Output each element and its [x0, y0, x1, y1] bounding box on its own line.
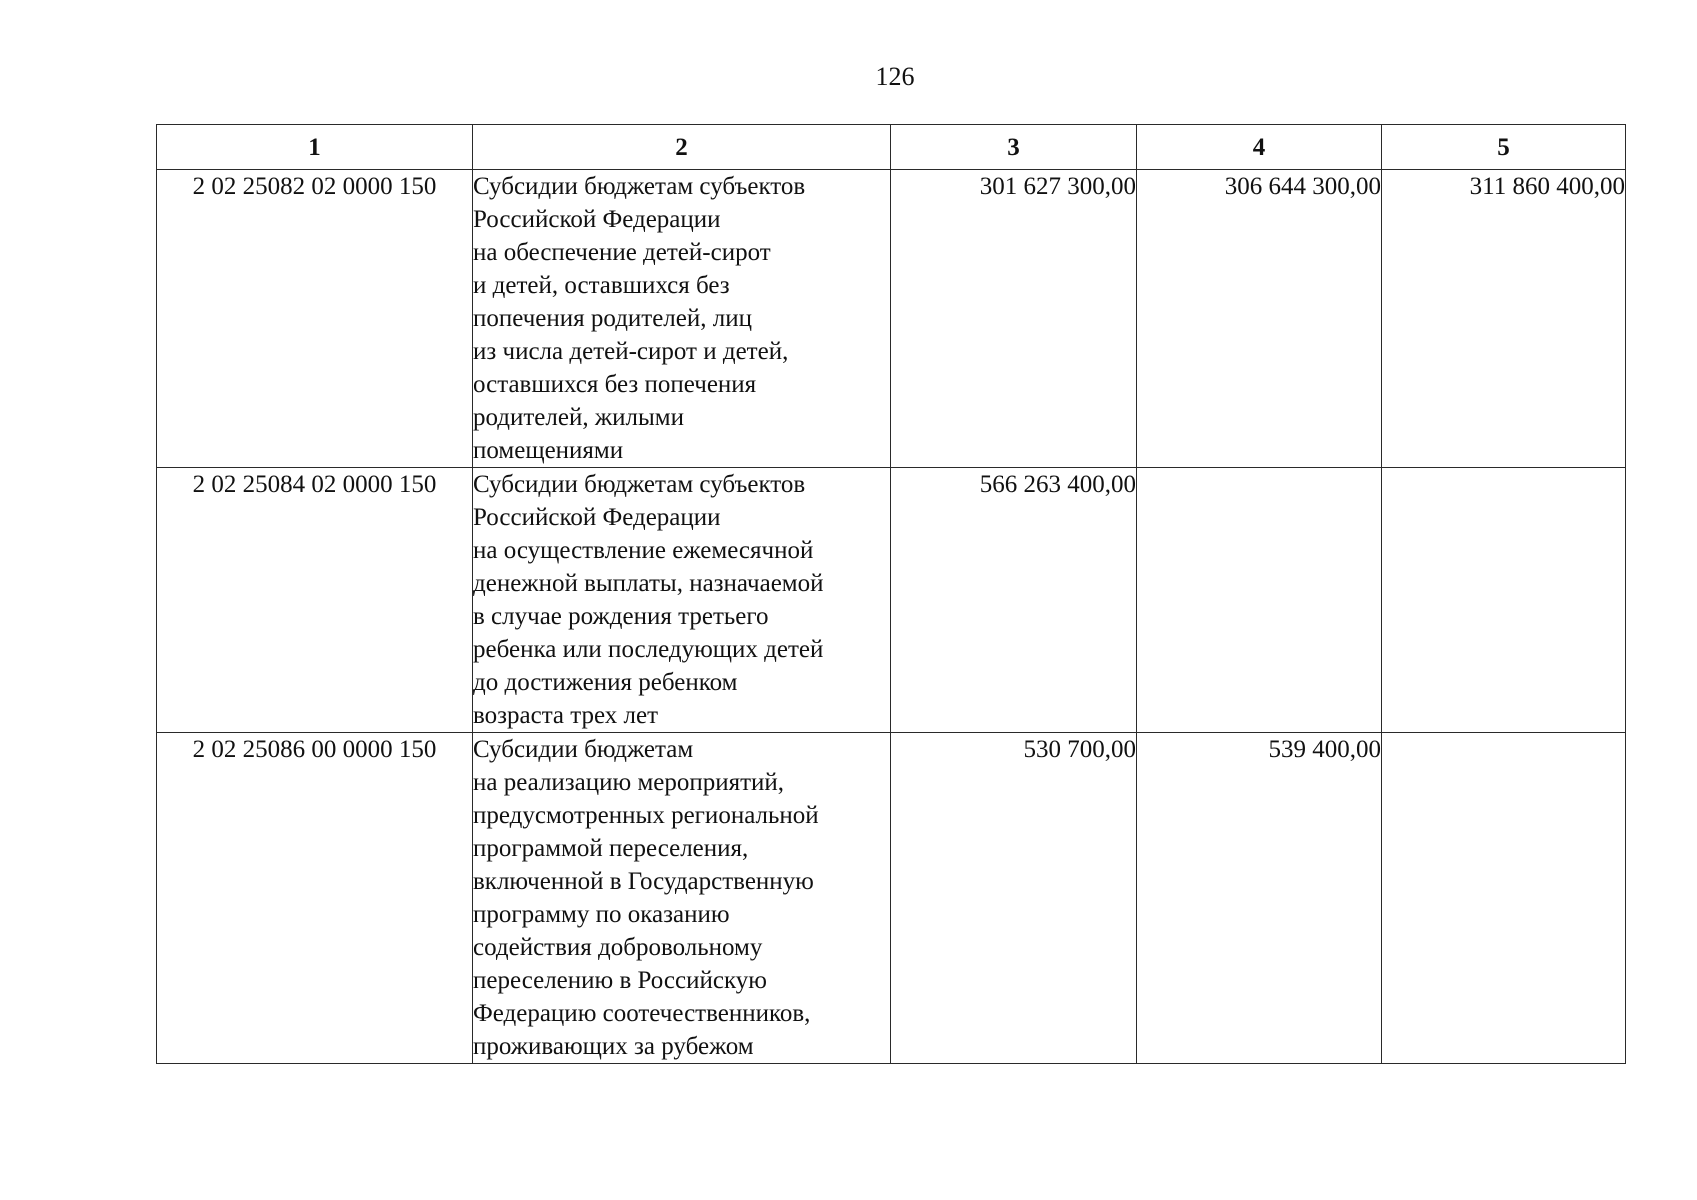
description-line: Федерацию соотечественников,: [473, 1000, 811, 1027]
header-row: [157, 125, 1626, 170]
amount-col4-cell: 539 400,00: [1137, 733, 1382, 1064]
page-number: 126: [875, 62, 915, 91]
description-line: предусмотренных региональной: [473, 802, 819, 829]
amount-col5-cell: 311 860 400,00: [1382, 170, 1626, 468]
budget-code-cell: 2 02 25082 02 0000 150: [157, 170, 473, 468]
description-line: попечения родителей, лиц: [473, 305, 752, 332]
description-line: программу по оказанию: [473, 901, 730, 928]
description-line: включенной в Государственную: [473, 868, 814, 895]
table-row: [157, 468, 1626, 733]
description-line: ребенка или последующих детей: [473, 636, 824, 663]
description-line: помещениями: [473, 437, 624, 464]
description-cell: [473, 733, 891, 1064]
description-line: переселению в Российскую: [473, 967, 767, 994]
table-row: [157, 170, 1626, 468]
description-line: Российской Федерации: [473, 504, 721, 531]
description-line: содействия добровольному: [473, 934, 763, 961]
description-line: Российской Федерации: [473, 206, 721, 233]
description-line: Субсидии бюджетам субъектов: [473, 173, 806, 200]
description-cell: [473, 468, 891, 733]
column-header-3: 3: [891, 125, 1137, 170]
table-row: [157, 733, 1626, 1064]
description-line: денежной выплаты, назначаемой: [473, 570, 824, 597]
description-line: Субсидии бюджетам: [473, 736, 694, 763]
description-line: проживающих за рубежом: [473, 1033, 754, 1060]
description-line: Субсидии бюджетам субъектов: [473, 471, 806, 498]
description-line: программой переселения,: [473, 835, 749, 862]
amount-col5-cell: [1382, 468, 1626, 733]
column-header-4: 4: [1137, 125, 1382, 170]
amount-col5-cell: [1382, 733, 1626, 1064]
description-line: до достижения ребенком: [473, 669, 738, 696]
amount-col3-cell: 530 700,00: [891, 733, 1137, 1064]
description-cell: [473, 170, 891, 468]
description-line: на обеспечение детей-сирот: [473, 239, 771, 266]
amount-col3-cell: 301 627 300,00: [891, 170, 1137, 468]
amount-col3-cell: 566 263 400,00: [891, 468, 1137, 733]
description-line: на реализацию мероприятий,: [473, 769, 785, 796]
description-line: из числа детей-сирот и детей,: [473, 338, 789, 365]
budget-code-cell: 2 02 25084 02 0000 150: [157, 468, 473, 733]
description-line: в случае рождения третьего: [473, 603, 769, 630]
budget-code-cell: 2 02 25086 00 0000 150: [157, 733, 473, 1064]
budget-table: [156, 124, 1626, 1064]
description-line: родителей, жилыми: [473, 404, 684, 431]
column-header-1: 1: [157, 125, 473, 170]
column-header-2: 2: [473, 125, 891, 170]
description-line: оставшихся без попечения: [473, 371, 757, 398]
description-line: на осуществление ежемесячной: [473, 537, 814, 564]
description-line: возраста трех лет: [473, 702, 659, 729]
description-line: и детей, оставшихся без: [473, 272, 730, 299]
amount-col4-cell: 306 644 300,00: [1137, 170, 1382, 468]
column-header-5: 5: [1382, 125, 1626, 170]
amount-col4-cell: [1137, 468, 1382, 733]
